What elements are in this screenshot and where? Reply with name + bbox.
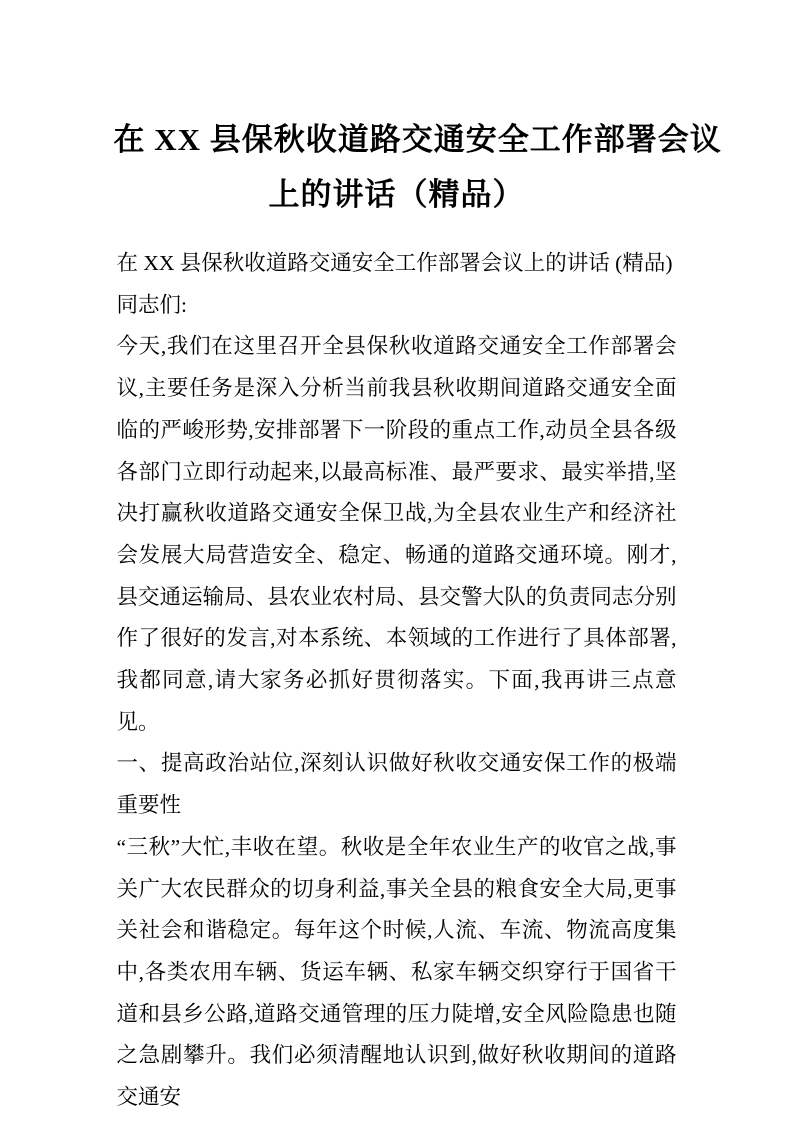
document-title-line-1: 在 XX 县保秋收道路交通安全工作部署会议	[113, 122, 722, 157]
document-body	[117, 243, 677, 1119]
document-title-line-2: 上的讲话（精品）	[268, 177, 525, 212]
paragraph-salutation: 同志们:	[116, 292, 187, 317]
document-title	[113, 112, 722, 222]
paragraph-opening: 今天,我们在这里召开全县保秋收道路交通安全工作部署会议,主要任务是深入分析当前我县秋收期间道路交通安全面临的严峻形势,安排部署下一阶段的重点工作,动员全县各级各部门立即行动起来,以最高标准、最严要求、最实举措,坚决打赢秋收道路交通安全保卫战,为全县农业生产和经济社会发展大局营造安全、稳定、畅通的道路交通环境。刚才,县交通运输局、县农业农村局、县交警大队的负责同志分别作了很好的发言,对本系统、本领域的工作进行了具体部署,我都同意,请大家务必抓好贯彻落实。下面,我再讲三点意见。	[116, 334, 677, 734]
paragraph-subtitle: 在 XX 县保秋收道路交通安全工作部署会议上的讲话 (精品)	[116, 251, 673, 275]
paragraph-section-one-heading: 一、提高政治站位,深刻认识做好秋收交通安保工作的极端重要性	[116, 751, 677, 818]
paragraph-section-one-body: “三秋”大忙,丰收在望。秋收是全年农业生产的收官之战,事关广大农民群众的切身利益,事关全县的粮食安全大局,更事关社会和谐稳定。每年这个时候,人流、车流、物流高度集中,各类农用车辆、货运车辆、私家车辆交织穿行于国省干道和县乡公路,道路交通管理的压力陡增,安全风险隐患也随之急剧攀升。我们必须清醒地认识到,做好秋收期间的道路交通安	[116, 834, 677, 1110]
